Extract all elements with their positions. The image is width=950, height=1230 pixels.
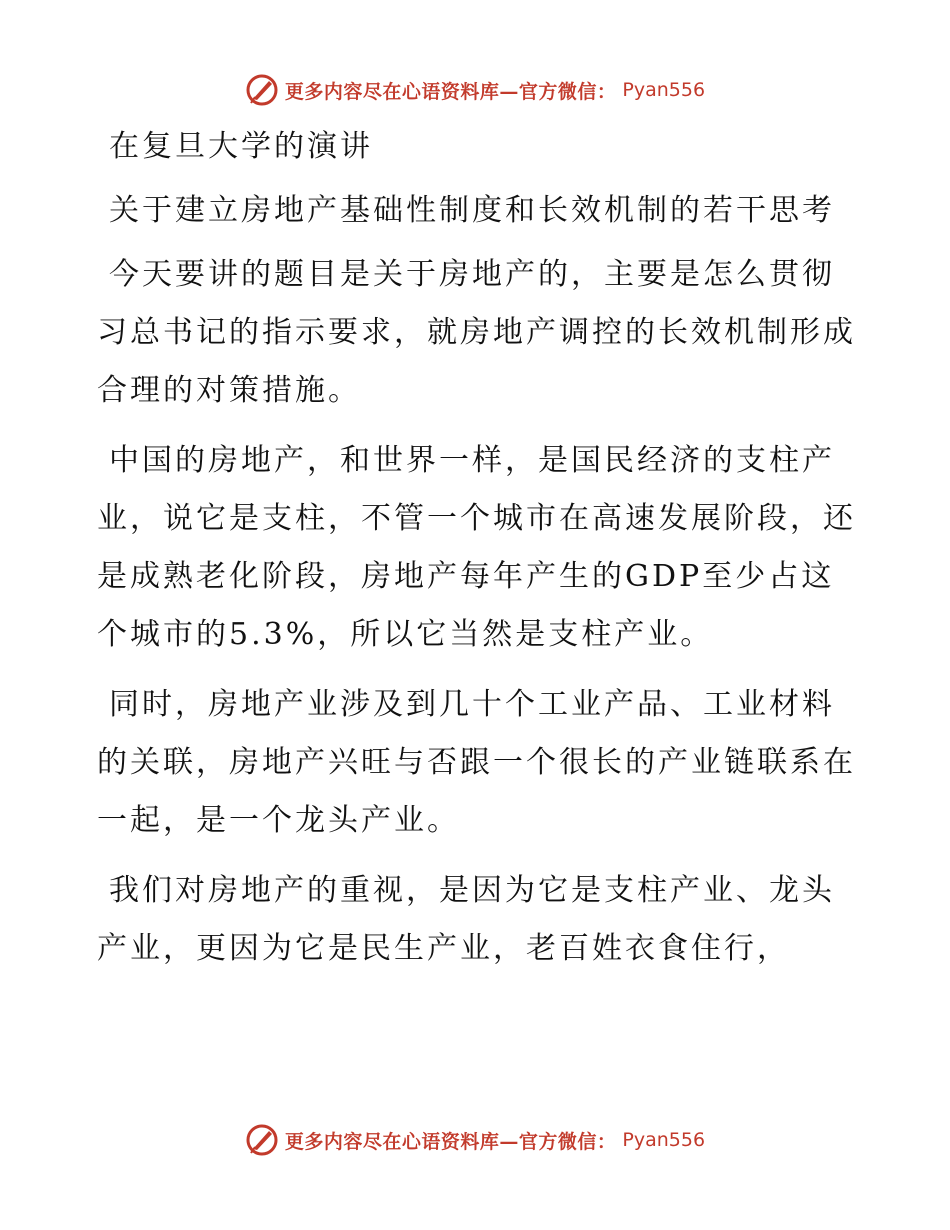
feather-pen-logo-icon — [245, 73, 279, 107]
watermark-text: 更多内容尽在心语资料库—官方微信： — [284, 80, 617, 103]
watermark-header — [0, 70, 950, 110]
paragraph: 我们对房地产的重视，是因为它是支柱产业、龙头产业，更因为它是民生产业，老百姓衣食住行， — [97, 873, 835, 966]
document-subtitle: 关于建立房地产基础性制度和长效机制的若干思考 — [109, 193, 835, 228]
watermark-wechat-id: Pyan556 — [622, 1129, 706, 1151]
watermark-footer — [0, 1120, 950, 1160]
paragraph: 同时，房地产业涉及到几十个工业产品、工业材料的关联，房地产兴旺与否跟一个很长的产业链联系在一起，是一个龙头产业。 — [97, 687, 856, 838]
watermark-text: 更多内容尽在心语资料库—官方微信： — [284, 1130, 617, 1153]
paragraph: 中国的房地产，和世界一样，是国民经济的支柱产业，说它是支柱，不管一个城市在高速发展阶段，还是成熟老化阶段，房地产每年产生的GDP至少占这个城市的5.3%，所以它当然是支柱产业。 — [97, 443, 856, 652]
feather-pen-logo-icon — [245, 1123, 279, 1157]
paragraph: 今天要讲的题目是关于房地产的，主要是怎么贯彻习总书记的指示要求，就房地产调控的长效机制形成合理的对策措施。 — [97, 257, 856, 408]
watermark-wechat-id: Pyan556 — [622, 79, 706, 101]
document-body — [97, 118, 857, 990]
document-title: 在复旦大学的演讲 — [109, 129, 373, 164]
